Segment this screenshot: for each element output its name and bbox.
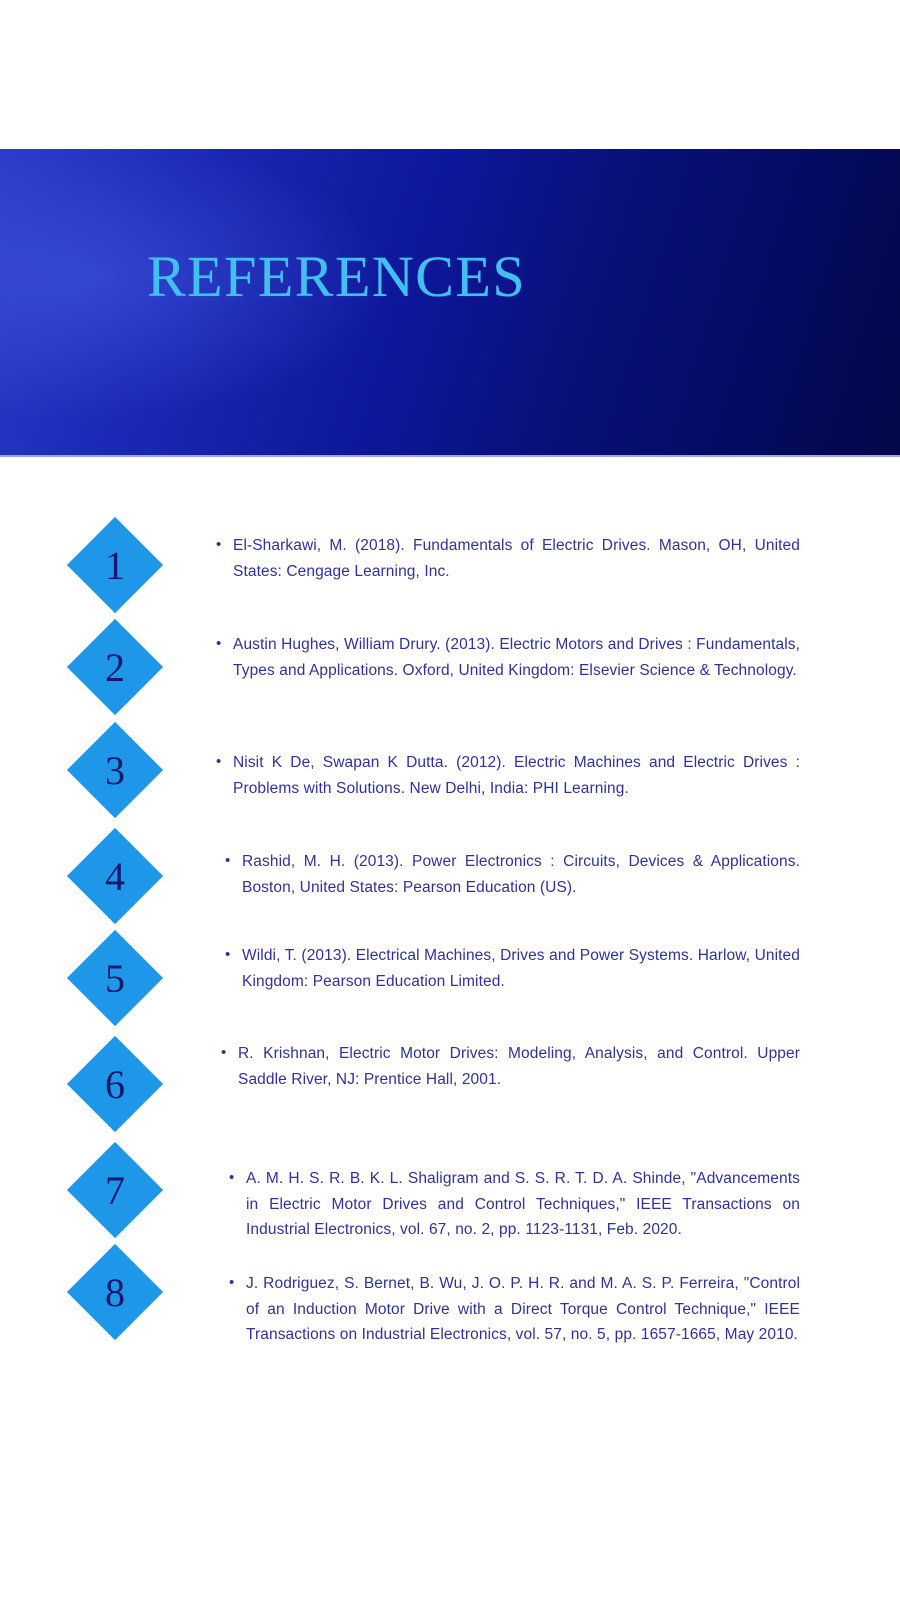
title-banner [0, 149, 900, 457]
bullet-icon: • [221, 1044, 227, 1061]
reference-text: Nisit K De, Swapan K Dutta. (2012). Electric Machines and Electric Drives : Problems with Solutions. New Delhi, India: PHI Learning. [233, 754, 800, 797]
list-item [216, 632, 800, 683]
reference-text: J. Rodriguez, S. Bernet, B. Wu, J. O. P. H. R. and M. A. S. P. Ferreira, "Control of an Induction Motor Drive with a Direct Torque Control Technique," IEEE Transactions on Industrial Electronics, vol. 57, no. 5, pp. 1657-1665, May 2010. [246, 1275, 800, 1343]
bullet-icon: • [225, 946, 231, 963]
list-item [216, 750, 800, 801]
reference-text: Austin Hughes, William Drury. (2013). Electric Motors and Drives : Fundamentals, Types and Applications. Oxford, United Kingdom: Elsevier Science & Technology. [233, 636, 800, 679]
reference-number: 6 [105, 1061, 125, 1107]
list-item [216, 533, 800, 584]
reference-number: 4 [105, 853, 125, 899]
reference-number-diamond [67, 1244, 163, 1340]
reference-number-diamond [67, 930, 163, 1026]
list-item [225, 943, 800, 994]
reference-number: 2 [105, 644, 125, 690]
reference-number: 8 [105, 1269, 125, 1315]
reference-number: 5 [105, 955, 125, 1001]
bullet-icon: • [216, 753, 222, 770]
bullet-icon: • [216, 536, 222, 553]
reference-text: Wildi, T. (2013). Electrical Machines, Drives and Power Systems. Harlow, United Kingdom: Pearson Education Limited. [242, 947, 800, 990]
reference-number-diamond [67, 1036, 163, 1132]
list-item [225, 849, 800, 900]
reference-number-diamond [67, 722, 163, 818]
list-item [229, 1166, 800, 1243]
bullet-icon: • [216, 635, 222, 652]
reference-number-diamond [67, 828, 163, 924]
reference-number-diamond [67, 517, 163, 613]
reference-number-diamond [67, 1142, 163, 1238]
page-title: REFERENCES [147, 244, 527, 309]
bullet-icon: • [225, 852, 231, 869]
reference-text: R. Krishnan, Electric Motor Drives: Modeling, Analysis, and Control. Upper Saddle River, NJ: Prentice Hall, 2001. [238, 1045, 800, 1088]
reference-text: El-Sharkawi, M. (2018). Fundamentals of Electric Drives. Mason, OH, United States: Cengage Learning, Inc. [233, 537, 800, 580]
list-item [229, 1271, 800, 1348]
reference-number: 1 [105, 542, 125, 588]
list-item [221, 1041, 800, 1092]
reference-number: 7 [105, 1167, 125, 1213]
reference-number: 3 [105, 747, 125, 793]
reference-text: A. M. H. S. R. B. K. L. Shaligram and S. S. R. T. D. A. Shinde, "Advancements in Electric Motor Drives and Control Techniques," IEEE Transactions on Industrial Electronics, vol. 67, no. 2, pp. 1123-1131, Feb. 2020. [246, 1170, 800, 1238]
bullet-icon: • [229, 1169, 235, 1186]
reference-text: Rashid, M. H. (2013). Power Electronics : Circuits, Devices & Applications. Boston, United States: Pearson Education (US). [242, 853, 800, 896]
reference-number-diamond [67, 619, 163, 715]
bullet-icon: • [229, 1274, 235, 1291]
